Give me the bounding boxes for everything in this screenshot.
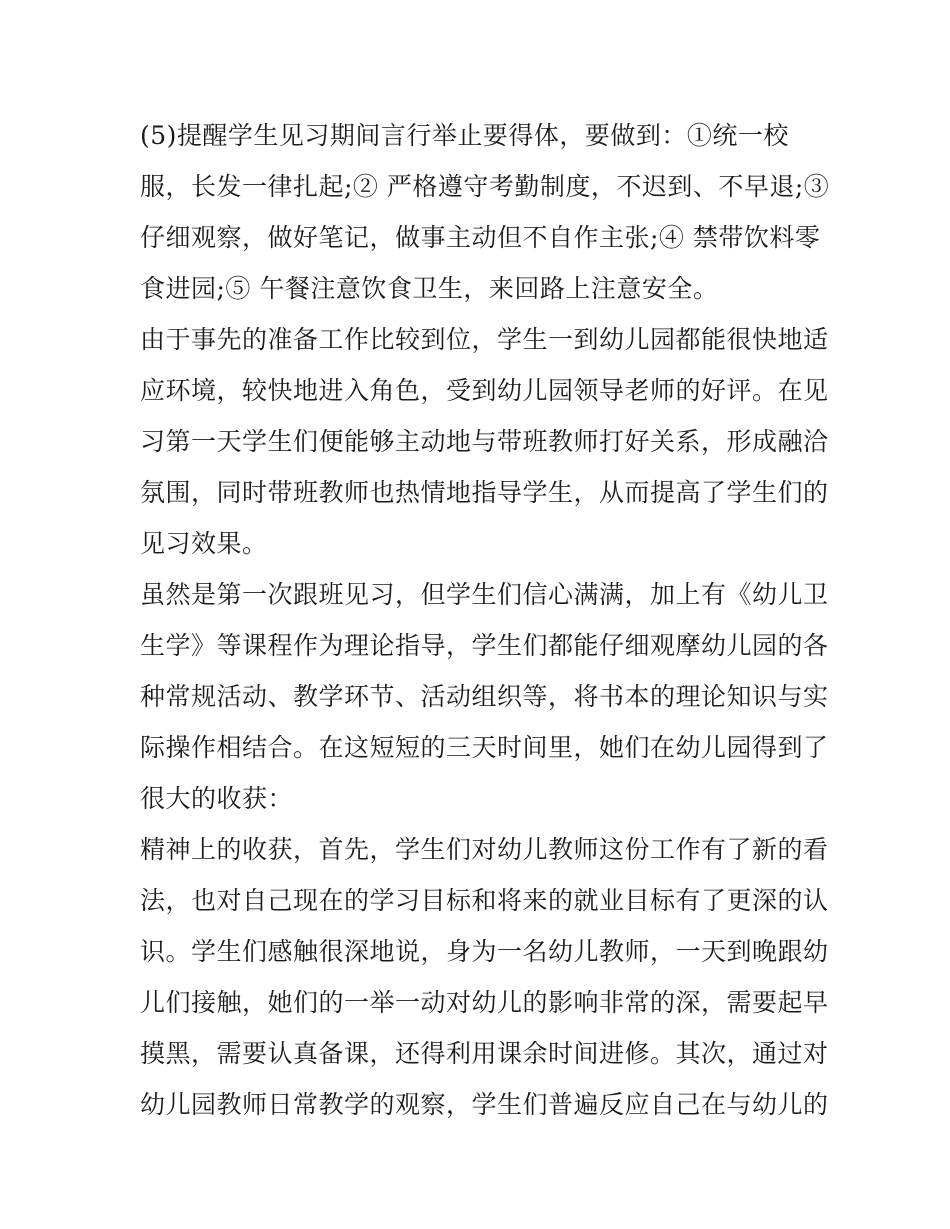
text-line: 种常规活动、教学环节、活动组织等，将书本的理论知识与实 <box>140 682 829 711</box>
text-line: 习第一天学生们便能够主动地与带班教师打好关系，形成融洽 <box>140 427 829 456</box>
text-line: 识。学生们感触很深地说，身为一名幼儿教师，一天到晚跟幼 <box>140 937 829 966</box>
text-line: 应环境，较快地进入角色，受到幼儿园领导老师的好评。在见 <box>140 376 829 405</box>
paragraph-requirements <box>140 110 830 314</box>
text-line: 仔细观察，做好笔记，做事主动但不自作主张;④ 禁带饮料零 <box>140 223 821 252</box>
text-line: 虽然是第一次跟班见习，但学生们信心满满，加上有《幼儿卫 <box>140 580 829 609</box>
paragraph-spiritual-gains <box>140 824 829 1130</box>
text-line: 见习效果。 <box>140 529 268 558</box>
text-line: 摸黑，需要认真备课，还得利用课余时间进修。其次，通过对 <box>140 1039 829 1068</box>
text-line: 法，也对自己现在的学习目标和将来的就业目标有了更深的认 <box>140 886 829 915</box>
paragraph-first-internship <box>140 569 829 824</box>
text-line: 氛围，同时带班教师也热情地指导学生，从而提高了学生们的 <box>140 478 829 507</box>
paragraph-preparation <box>140 314 829 569</box>
text-line: 精神上的收获，首先，学生们对幼儿教师这份工作有了新的看 <box>140 835 829 864</box>
document-body <box>140 110 830 1130</box>
text-line: 幼儿园教师日常教学的观察，学生们普遍反应自己在与幼儿的 <box>140 1090 829 1119</box>
text-line: (5)提醒学生见习期间言行举止要得体，要做到：①统一校 <box>140 121 789 150</box>
text-line: 儿们接触，她们的一举一动对幼儿的影响非常的深，需要起早 <box>140 988 829 1017</box>
text-line: 食进园;⑤ 午餐注意饮食卫生，来回路上注意安全。 <box>140 274 719 303</box>
text-line: 服，长发一律扎起;② 严格遵守考勤制度，不迟到、不早退;③ <box>140 172 830 201</box>
text-line: 很大的收获： <box>140 784 294 813</box>
text-line: 生学》等课程作为理论指导，学生们都能仔细观摩幼儿园的各 <box>140 631 829 660</box>
text-line: 际操作相结合。在这短短的三天时间里，她们在幼儿园得到了 <box>140 733 829 762</box>
text-line: 由于事先的准备工作比较到位，学生一到幼儿园都能很快地适 <box>140 325 829 354</box>
